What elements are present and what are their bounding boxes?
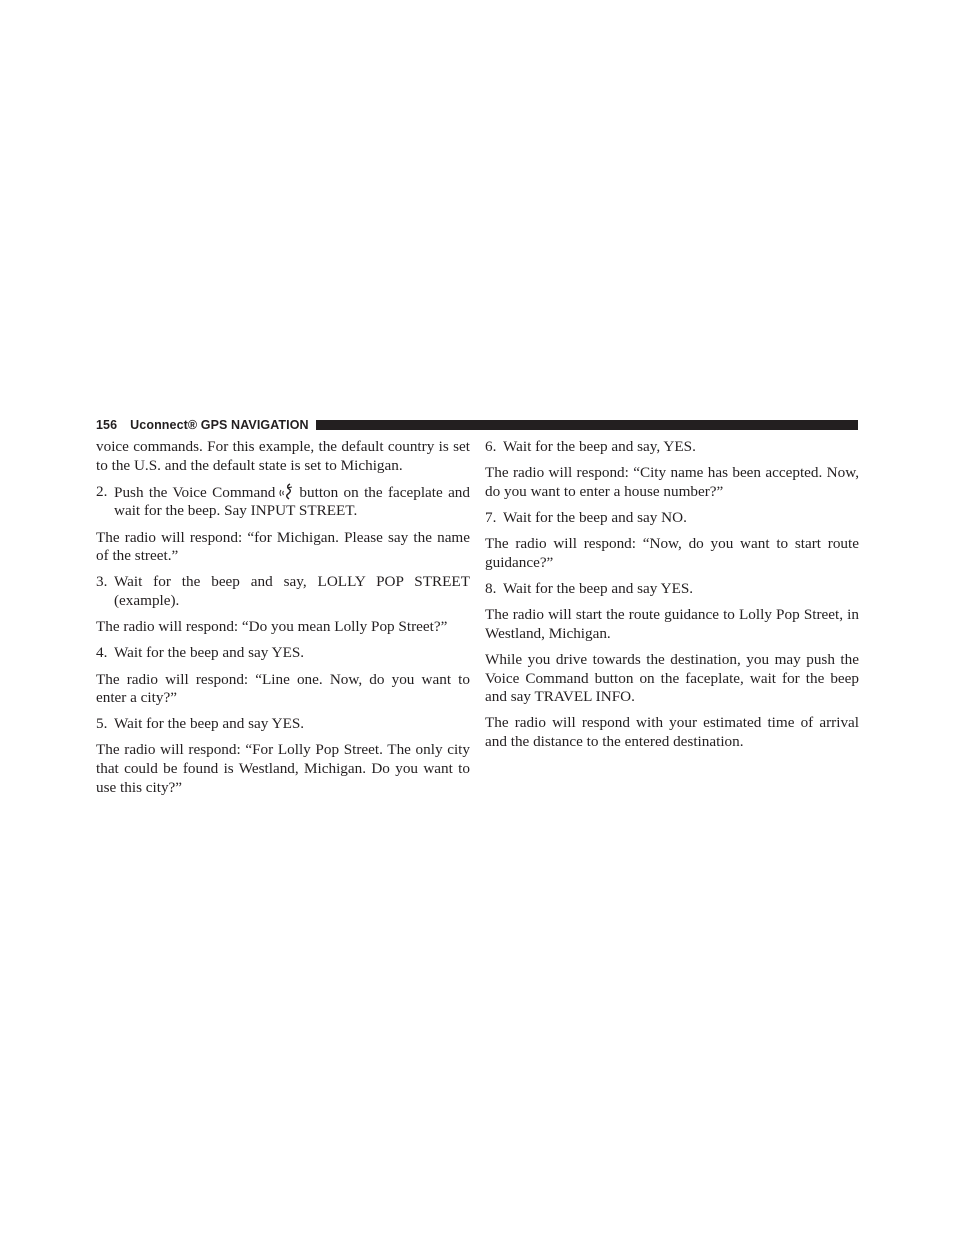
step-text: Wait for the beep and say YES.	[114, 715, 305, 733]
step-4	[96, 644, 470, 663]
step-number: 7.	[485, 508, 497, 526]
response-3: The radio will respond: “Do you mean Lolly Pop Street?”	[96, 618, 448, 636]
step-text-after-icon: button on the faceplate and wait for the beep. Say INPUT STREET.	[114, 483, 470, 520]
header-rule	[316, 420, 858, 430]
step-number: 4.	[96, 644, 108, 662]
step-text: Wait for the beep and say NO.	[503, 508, 687, 526]
response-8: The radio will start the route guidance to Lolly Pop Street, in Westland, Michigan.	[485, 606, 859, 642]
step-2	[96, 483, 470, 521]
step-number: 8.	[485, 579, 497, 597]
voice-command-icon	[278, 483, 296, 500]
step-6	[485, 438, 859, 457]
step-number: 2.	[96, 482, 108, 500]
page-header	[96, 417, 858, 433]
step-7	[485, 509, 859, 528]
left-column	[96, 438, 470, 805]
step-number: 3.	[96, 573, 108, 591]
step-number: 5.	[96, 715, 108, 733]
step-3	[96, 573, 470, 610]
eta-paragraph: The radio will respond with your estimated time of arrival and the distance to the entered destination.	[485, 714, 859, 750]
response-6: The radio will respond: “City name has been accepted. Now, do you want to enter a house number?”	[485, 464, 859, 500]
section-title: Uconnect® GPS NAVIGATION	[130, 418, 309, 432]
response-4: The radio will respond: “Line one. Now, do you want to enter a city?”	[96, 670, 470, 707]
step-text	[114, 483, 470, 521]
travel-info-paragraph: While you drive towards the destination, you may push the Voice Command button on the faceplate, wait for the beep and say TRAVEL INFO.	[485, 650, 859, 706]
step-text: Wait for the beep and say YES.	[503, 579, 694, 597]
intro-paragraph: voice commands. For this example, the default country is set to the U.S. and the default state is set to Michigan.	[96, 438, 470, 474]
step-5	[96, 715, 470, 734]
step-text: Wait for the beep and say, YES.	[503, 438, 696, 455]
right-column	[485, 438, 859, 759]
response-5: The radio will respond: “For Lolly Pop Street. The only city that could be found is Westland, Michigan. Do you want to use this city?”	[96, 741, 470, 796]
step-text-before-icon: Push the Voice Command	[114, 483, 276, 501]
response-7: The radio will respond: “Now, do you want to start route guidance?”	[485, 535, 859, 571]
step-8	[485, 580, 859, 599]
step-text: Wait for the beep and say, LOLLY POP STREET (example).	[114, 573, 470, 609]
page-number: 156	[96, 418, 118, 432]
response-2: The radio will respond: “for Michigan. Please say the name of the street.”	[96, 528, 470, 565]
step-text: Wait for the beep and say YES.	[114, 644, 305, 662]
step-number: 6.	[485, 438, 497, 455]
